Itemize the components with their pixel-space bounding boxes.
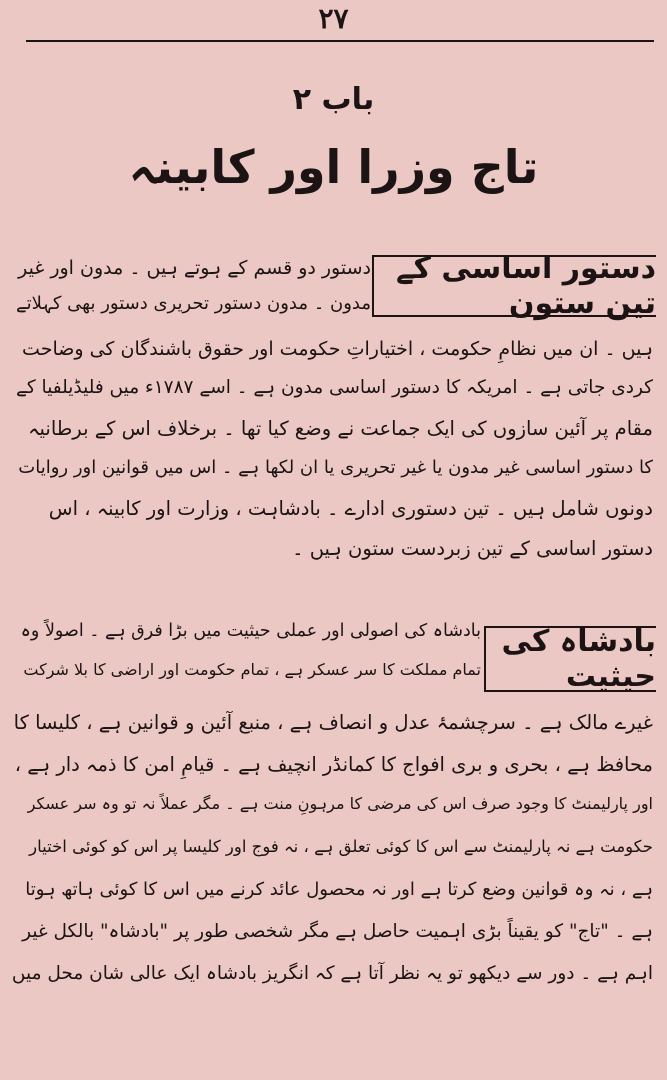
page-number: ۲۷ [318, 2, 349, 35]
text-line: اور پارلیمنٹ کا وجود صرف اس کی مرضی کا مرہونِ منت ہے ۔ مگر عملاً نہ تو وہ سر عسکر [27, 794, 653, 813]
text-line: ہیں ۔ ان میں نظامِ حکومت ، اختیاراتِ حکومت اور حقوق باشندگان کی وضاحت [22, 338, 653, 360]
chapter-title: تاج وزرا اور کابینہ [128, 140, 539, 194]
text-line: ہے ، نہ وہ قوانین وضع کرتا ہے اور نہ محصول عائد کرنے میں اس کا کوئی ہاتھ ہوتا [25, 879, 653, 900]
section-heading-king-status: بادشاہ کی حیثیت [484, 626, 656, 692]
text-line: غیرے مالک ہے ۔ سرچشمۂ عدل و انصاف ہے ، منبع آئین و قوانین ہے ، کلیسا کا [13, 711, 653, 734]
text-line: اہم ہے ۔ دور سے دیکھو تو یہ نظر آتا ہے کہ انگریز بادشاہ ایک عالی شان محل میں [11, 963, 653, 984]
text-line: محافظ ہے ، بحری و بری افواج کا کمانڈر انچیف ہے ۔ قیامِ امن کا ذمہ دار ہے ، [14, 753, 653, 776]
text-line: مقام پر آئین سازوں کی ایک جماعت نے وضع کیا تھا ۔ برخلاف اس کے برطانیہ [28, 417, 653, 440]
text-line: تمام مملکت کا سر عسکر ہے ، تمام حکومت اور اراضی کا بلا شرکت [23, 660, 481, 679]
text-line: ہے ۔ "تاج" کو یقیناً بڑی اہمیت حاصل ہے مگر شخصی طور پر "بادشاہ" بالکل غیر [22, 921, 653, 942]
text-line: کا دستور اساسی غیر مدون یا غیر تحریری یا ان لکھا ہے ۔ اس میں قوانین اور روایات [18, 457, 653, 478]
chapter-label: باب ۲ [292, 82, 375, 117]
text-line: دستور دو قسم کے ہوتے ہیں ۔ مدون اور غیر [18, 257, 371, 279]
text-line: دونوں شامل ہیں ۔ تین دستوری ادارے ۔ بادشاہت ، وزارت اور کابینہ ، اس [48, 497, 653, 520]
text-line: حکومت ہے نہ پارلیمنٹ سے اس کا کوئی تعلق ہے ، نہ فوج اور کلیسا پر اس کو کوئی اختیار [29, 837, 653, 856]
text-line: بادشاہ کی اصولی اور عملی حیثیت میں بڑا فرق ہے ۔ اصولاً وہ [20, 621, 481, 641]
text-line: کردی جاتی ہے ۔ امریکہ کا دستور اساسی مدون ہے ۔ اسے ۱۷۸۷ء میں فلیڈیلفیا کے [16, 377, 653, 398]
header-rule [26, 40, 654, 42]
text-line: دستور اساسی کے تین زبردست ستون ہیں ۔ [292, 537, 653, 560]
text-line: مدون ۔ مدون دستور تحریری دستور بھی کہلاتے [16, 293, 371, 314]
section-heading-constitution-pillars: دستور اساسی کے تین ستون [372, 255, 656, 317]
